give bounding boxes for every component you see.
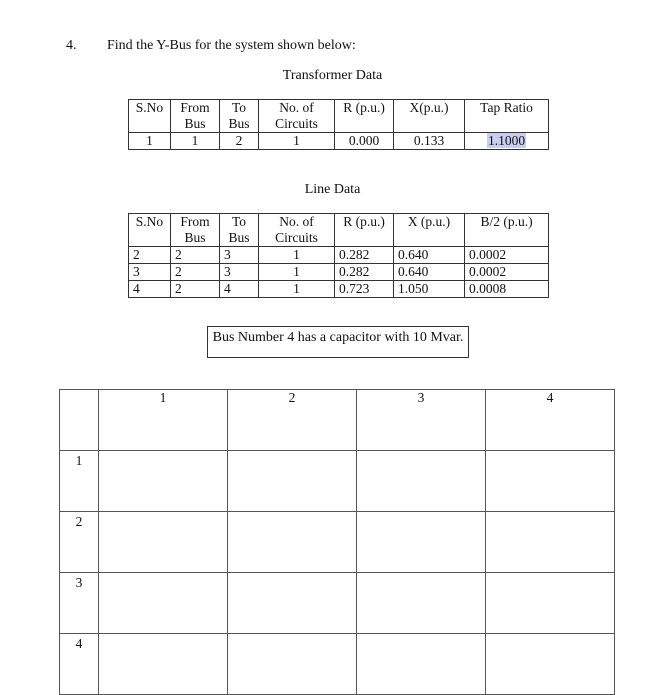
cell: 0.0008 [465, 281, 549, 298]
table-header-row [129, 100, 549, 133]
grid-cell[interactable] [357, 573, 486, 634]
capacitor-note: Bus Number 4 has a capacitor with 10 Mvar. [207, 326, 469, 358]
grid-cell[interactable] [228, 512, 357, 573]
cell: 1 [259, 247, 335, 264]
grid-cell[interactable] [99, 451, 228, 512]
grid-row-label: 3 [75, 575, 83, 590]
grid-corner-cell [60, 390, 99, 451]
grid-cell[interactable] [486, 573, 615, 634]
grid-row-label: 2 [75, 514, 83, 529]
grid-header-row [60, 390, 615, 451]
ybus-grid [59, 389, 615, 695]
cell: 0.723 [335, 281, 394, 298]
question-text: Find the Y-Bus for the system shown below: [107, 38, 356, 53]
grid-cell[interactable] [357, 512, 486, 573]
cell: 1.050 [394, 281, 465, 298]
cell: 2 [171, 247, 220, 264]
cell: 0.133 [394, 133, 465, 150]
cell: 0.0002 [465, 264, 549, 281]
cell: 0.282 [335, 247, 394, 264]
grid-col-label: 2 [228, 390, 357, 451]
col-b-half: B/2 (p.u.) [465, 214, 549, 247]
grid-cell[interactable] [486, 451, 615, 512]
grid-cell[interactable] [99, 573, 228, 634]
table-row [129, 281, 549, 298]
table-header-row [129, 214, 549, 247]
grid-cell[interactable] [99, 634, 228, 695]
line-table [128, 213, 549, 298]
grid-cell[interactable] [357, 634, 486, 695]
grid-cell[interactable] [228, 573, 357, 634]
cell: 0.282 [335, 264, 394, 281]
col-sno: S.No [129, 214, 171, 247]
grid-row [60, 573, 615, 634]
cell: 2 [220, 133, 259, 150]
col-r: R (p.u.) [335, 214, 394, 247]
cell: 4 [220, 281, 259, 298]
col-circuits: No. of Circuits [259, 100, 335, 133]
grid-col-label: 4 [486, 390, 615, 451]
tap-ratio-cell [465, 133, 549, 150]
cell: 1 [259, 281, 335, 298]
cell: 1 [171, 133, 220, 150]
col-r: R (p.u.) [335, 100, 394, 133]
col-x: X(p.u.) [394, 100, 465, 133]
cell: 3 [220, 264, 259, 281]
grid-cell[interactable] [228, 451, 357, 512]
col-to-bus: To Bus [220, 100, 259, 133]
table-row [129, 247, 549, 264]
cell: 2 [171, 264, 220, 281]
cell: 1 [129, 133, 171, 150]
transformer-table [128, 99, 549, 150]
table-row [129, 133, 549, 150]
grid-cell[interactable] [357, 451, 486, 512]
col-sno: S.No [129, 100, 171, 133]
grid-row [60, 451, 615, 512]
question-number: 4. [66, 38, 77, 53]
grid-cell[interactable] [99, 512, 228, 573]
cell: 0.640 [394, 264, 465, 281]
col-x: X (p.u.) [394, 214, 465, 247]
transformer-title: Transformer Data [282, 68, 383, 83]
grid-cell[interactable] [486, 512, 615, 573]
grid-col-label: 1 [99, 390, 228, 451]
grid-row [60, 634, 615, 695]
grid-row-label-cell [60, 634, 99, 695]
grid-col-label: 3 [357, 390, 486, 451]
col-from-bus: From Bus [171, 100, 220, 133]
col-to-bus: To Bus [220, 214, 259, 247]
cell: 0.0002 [465, 247, 549, 264]
cell: 2 [171, 281, 220, 298]
cell: 1 [259, 264, 335, 281]
grid-row-label: 1 [75, 453, 83, 468]
selected-tap-ratio[interactable]: 1.1000 [487, 133, 526, 148]
col-tap-ratio: Tap Ratio [465, 100, 549, 133]
cell: 2 [129, 247, 171, 264]
col-from-bus: From Bus [171, 214, 220, 247]
cell: 3 [220, 247, 259, 264]
line-title: Line Data [304, 182, 361, 197]
cell: 1 [259, 133, 335, 150]
col-circuits: No. of Circuits [259, 214, 335, 247]
table-row [129, 264, 549, 281]
cell: 0.640 [394, 247, 465, 264]
grid-row-label-cell [60, 573, 99, 634]
grid-cell[interactable] [228, 634, 357, 695]
grid-row-label-cell [60, 451, 99, 512]
cell: 3 [129, 264, 171, 281]
cell: 4 [129, 281, 171, 298]
grid-row [60, 512, 615, 573]
grid-row-label-cell [60, 512, 99, 573]
cell: 0.000 [335, 133, 394, 150]
grid-cell[interactable] [486, 634, 615, 695]
grid-row-label: 4 [75, 636, 83, 651]
